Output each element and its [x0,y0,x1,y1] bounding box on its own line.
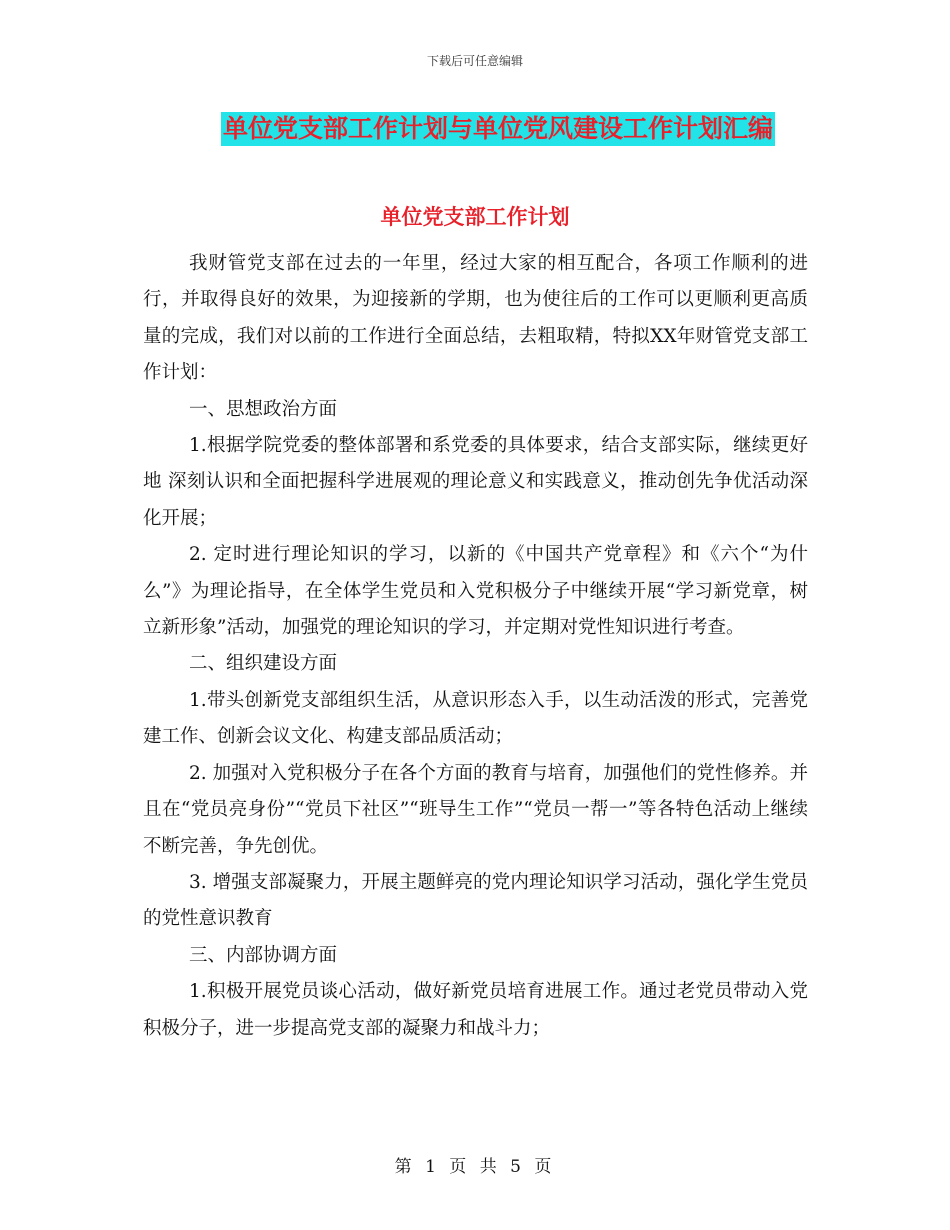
document-body [143,246,808,1047]
heading-organization: 二、组织建设方面 [189,653,338,675]
paragraph-item: 3. 增强支部凝聚力，开展主题鲜亮的党内理论知识学习活动，强化学生党员的党性意识教育 [143,871,808,930]
paragraph-item: 1.积极开展党员谈心活动，做好新党员培育进展工作。通过老党员带动入党积极分子，进一步提高党支部的凝聚力和战斗力； [143,981,808,1039]
header-note: 下载后可任意编辑 [426,54,523,68]
paragraph-item: 1.根据学院党委的整体部署和系党委的具体要求，结合支部实际，继续更好地 深刻认识和全面把握科学进展观的理论意义和实践意义，推动创先争优活动深化开展； [143,435,808,529]
heading-ideology: 一、思想政治方面 [189,398,338,420]
paragraph-intro: 我财管党支部在过去的一年里，经过大家的相互配合，各项工作顺利的进行，并取得良好的效果，为迎接新的学期，也为使往后的工作可以更顺利更高质量的完成，我们对以前的工作进行全面总结，去粗取精，特拟XX年财管党支部工作计划： [143,253,808,384]
heading-coordination: 三、内部协调方面 [189,944,338,966]
section-title: 单位党支部工作计划 [380,204,570,229]
doc-title-container [0,112,950,146]
doc-title: 单位党支部工作计划与单位党风建设工作计划汇编 [221,112,775,146]
paragraph-item: 1.带头创新党支部组织生活，从意识形态入手，以生动活泼的形式，完善党建工作、创新会议文化、构建支部品质活动； [143,689,808,748]
paragraph-item: 2. 定时进行理论知识的学习，以新的《中国共产党章程》和《六个“为什么”》为理论指导，在全体学生党员和入党积极分子中继续开展“学习新党章，树立新形象”活动，加强党的理论知识的学习，并定期对党性知识进行考查。 [143,544,808,639]
paragraph-item: 2. 加强对入党积极分子在各个方面的教育与培育，加强他们的党性修养。并且在“党员亮身份”“党员下社区”“班导生工作”“党员一帮一”等各特色活动上继续不断完善，争先创优。 [143,762,808,857]
page-footer: 第 1 页 共 5 页 [394,1157,556,1177]
